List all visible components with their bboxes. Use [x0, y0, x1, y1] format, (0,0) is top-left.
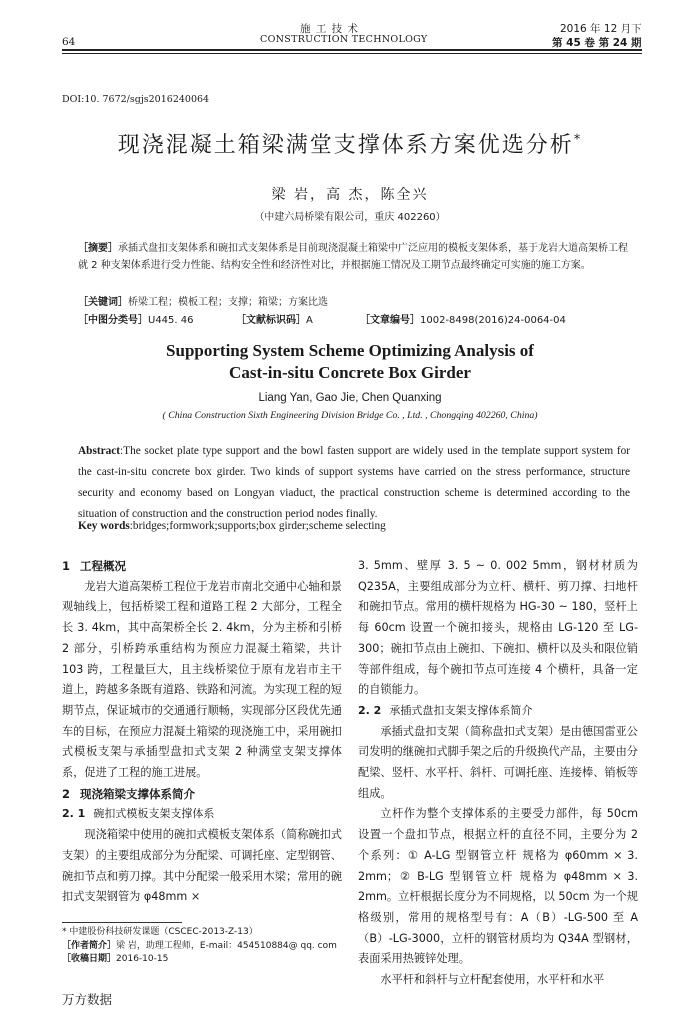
section-1-number: 1	[62, 559, 71, 573]
section-2-heading	[62, 784, 342, 805]
authors-cn: 梁 岩，高 杰，陈全兴	[271, 187, 429, 203]
watermark: 万方数据	[62, 992, 113, 1007]
section-2-2-title: 承插式盘扣支架支撑体系简介	[389, 703, 533, 717]
abstract-en-label: Abstract	[78, 445, 121, 457]
abstract-en-text: :The socket plate type support and the bowl fasten support are widely used in the template support system for the cast-in-situ concrete box girder. Two kinds of support systems have carried on the stress performance, structure security and economy based on Longyan viaduct, the practical construction scheme is determined according to the situation of construction and the construction period nodes finally.	[78, 445, 630, 520]
journal-title-en: CONSTRUCTION TECHNOLOGY	[260, 34, 428, 45]
abstract-cn-label: ［摘要］	[78, 243, 118, 254]
doc-code-label: ［文献标识码］	[236, 315, 306, 326]
volume-issue: 第 45 卷 第 24 期	[552, 37, 642, 49]
section-2-1-heading	[62, 804, 342, 825]
doc-code-line	[236, 312, 313, 329]
author-note-label: ［作者简介］	[62, 940, 117, 951]
section-1-paragraph: 龙岩大道高架桥工程位于龙岩市南北交通中心轴和景观轴线上，包括桥梁工程和道路工程 2 大部分，工程全长 3. 4km，其中高架桥全长 2. 4km，分为主桥和引桥 2 部分，引桥跨承重结构为预应力混凝土箱梁，共计 103 跨，工程量巨大，且主线桥梁位于原有龙岩市主干道上，跨越多条既有道路、铁路和河流。为实现工程的短期节点，保证城市的交通通行顺畅，实现部分区段优先通车的目标，在预应力混凝土箱梁的现浇施工中，采用碗扣式模板支架与承插型盘扣式支架 2 种满堂支架支撑体系，促进了工程的施工进展。	[62, 579, 342, 780]
received-date-label: ［收稿日期］	[62, 954, 117, 964]
title-footnote-mark: *	[573, 132, 583, 148]
section-1-heading	[62, 556, 342, 577]
footnote	[62, 926, 342, 967]
paper-title-cn	[0, 128, 700, 159]
left-column	[62, 556, 342, 908]
abstract-cn	[78, 240, 630, 274]
article-no-label: ［文章编号］	[360, 315, 420, 326]
article-no-line	[360, 312, 566, 329]
doi: DOI:10. 7672/sgjs2016240064	[62, 94, 210, 105]
authors-en: Liang Yan, Gao Jie, Chen Quanxing	[258, 392, 442, 404]
keywords-en-label: Key words	[78, 520, 130, 532]
section-2-2-number: 2. 2	[358, 703, 382, 717]
keywords-cn-label: ［关键词］	[78, 297, 128, 308]
keywords-cn	[78, 294, 630, 311]
received-date	[62, 953, 342, 967]
header-rule-thin	[62, 53, 642, 54]
section-2-1-title: 碗扣式模板支架支撑体系	[93, 807, 215, 821]
author-note-text: 梁 岩，助理工程师，E-mail：454510884@ qq. com	[116, 940, 337, 951]
journal-title-cn: 施 工 技 术	[300, 23, 360, 35]
section-2-1-number: 2. 1	[62, 807, 86, 821]
header-rule-thick	[62, 49, 642, 51]
title-text: 现浇混凝土箱梁满堂支撑体系方案优选分析	[117, 133, 574, 158]
clc-value: U445. 46	[148, 315, 194, 326]
affiliation-cn: （中建六局桥梁有限公司，重庆 402260）	[254, 212, 446, 223]
keywords-en-text: :bridges;formwork;supports;box girder;scheme selecting	[129, 520, 386, 532]
article-no-value: 1002-8498(2016)24-0064-04	[420, 315, 566, 326]
author-note	[62, 940, 342, 954]
right-paragraph-1: 3. 5mm、壁厚 3. 5 ~ 0. 002 5mm，钢材材质为 Q235A，主要组成部分为立杆、横杆、剪刀撑、扫地杆和碗扣节点。常用的横杆规格为 HG-30 ~ 180，竖杆上每 60cm 设置一个碗扣接头，规格由 LG-120 至 LG-300；碗扣节点由上碗扣、下碗扣、横杆以及头和限位销等部件组成，每个碗扣节点可连接 4 个横杆，具备一定的自锁能力。	[358, 559, 638, 697]
received-date-value: 2016-10-15	[116, 954, 169, 964]
keywords-cn-text: 桥梁工程；模板工程；支撑；箱梁；方案比选	[128, 297, 328, 308]
keywords-en	[78, 516, 630, 537]
section-2-2-heading	[358, 701, 638, 722]
abstract-cn-text: 承插式盘扣支架体系和碗扣式支架体系是目前现浇混凝土箱梁中广泛应用的模板支架体系，基于龙岩大道高架桥工程就 2 种支架体系进行受力性能、结构安全性和经济性对比，并根据施工情况及工期节点最终确定可实施的施工方案。	[78, 243, 628, 271]
section-2-number: 2	[62, 786, 71, 801]
page-number: 64	[62, 36, 76, 48]
right-column	[358, 556, 638, 991]
right-paragraph-3: 立杆作为整个支撑体系的主要受力部件，每 50cm 设置一个盘扣节点，根据立杆的直径不同，主要分为 2 个系列：① A-LG 型钢管立杆 规格为 φ60mm × 3. 2mm；② B-LG 型钢管立杆 规格为 φ48mm × 3. 2mm。立杆根据长度分为不同规格，以 50cm 为一个规格级别，常用的规格型号有：A（B）-LG-500 至 A（B）-LG-3000，立杆的钢管材质均为 Q34A 型钢材，表面采用热镀锌处理。	[358, 807, 638, 966]
affiliation-en: ( China Construction Sixth Engineering Division Bridge Co. , Ltd. , Chongqing 402260, China)	[162, 410, 538, 421]
fund-note: * 中建股份科技研发课题（CSCEC-2013-Z-13）	[62, 927, 258, 937]
section-2-title: 现浇箱梁支撑体系简介	[80, 786, 196, 801]
doc-code-value: A	[306, 315, 313, 326]
paper-title-en-line2: Cast-in-situ Concrete Box Girder	[229, 363, 471, 382]
clc-label: ［中图分类号］	[78, 315, 148, 326]
section-1-title: 工程概况	[80, 559, 127, 573]
footnote-rule	[62, 922, 182, 923]
section-2-1-paragraph: 现浇箱梁中使用的碗扣式模板支架体系（简称碗扣式支架）的主要组成部分为分配梁、可调托座、定型钢管、碗扣节点和剪刀撑。其中分配梁一般采用木梁；常用的碗扣式支架钢管为 φ48mm ×	[62, 828, 342, 904]
right-paragraph-2: 承插式盘扣支架（简称盘扣式支架）是由德国雷亚公司发明的继碗扣式脚手架之后的升级换代产品，主要由分配梁、竖杆、水平杆、斜杆、可调托座、连接棒、销板等组成。	[358, 724, 638, 800]
paper-title-en-line1: Supporting System Scheme Optimizing Analysis of	[166, 341, 534, 360]
right-paragraph-4: 水平杆和斜杆与立杆配套使用，水平杆和水平	[380, 973, 605, 987]
abstract-en	[78, 441, 630, 525]
issue-date: 2016 年 12 月下	[560, 23, 642, 35]
